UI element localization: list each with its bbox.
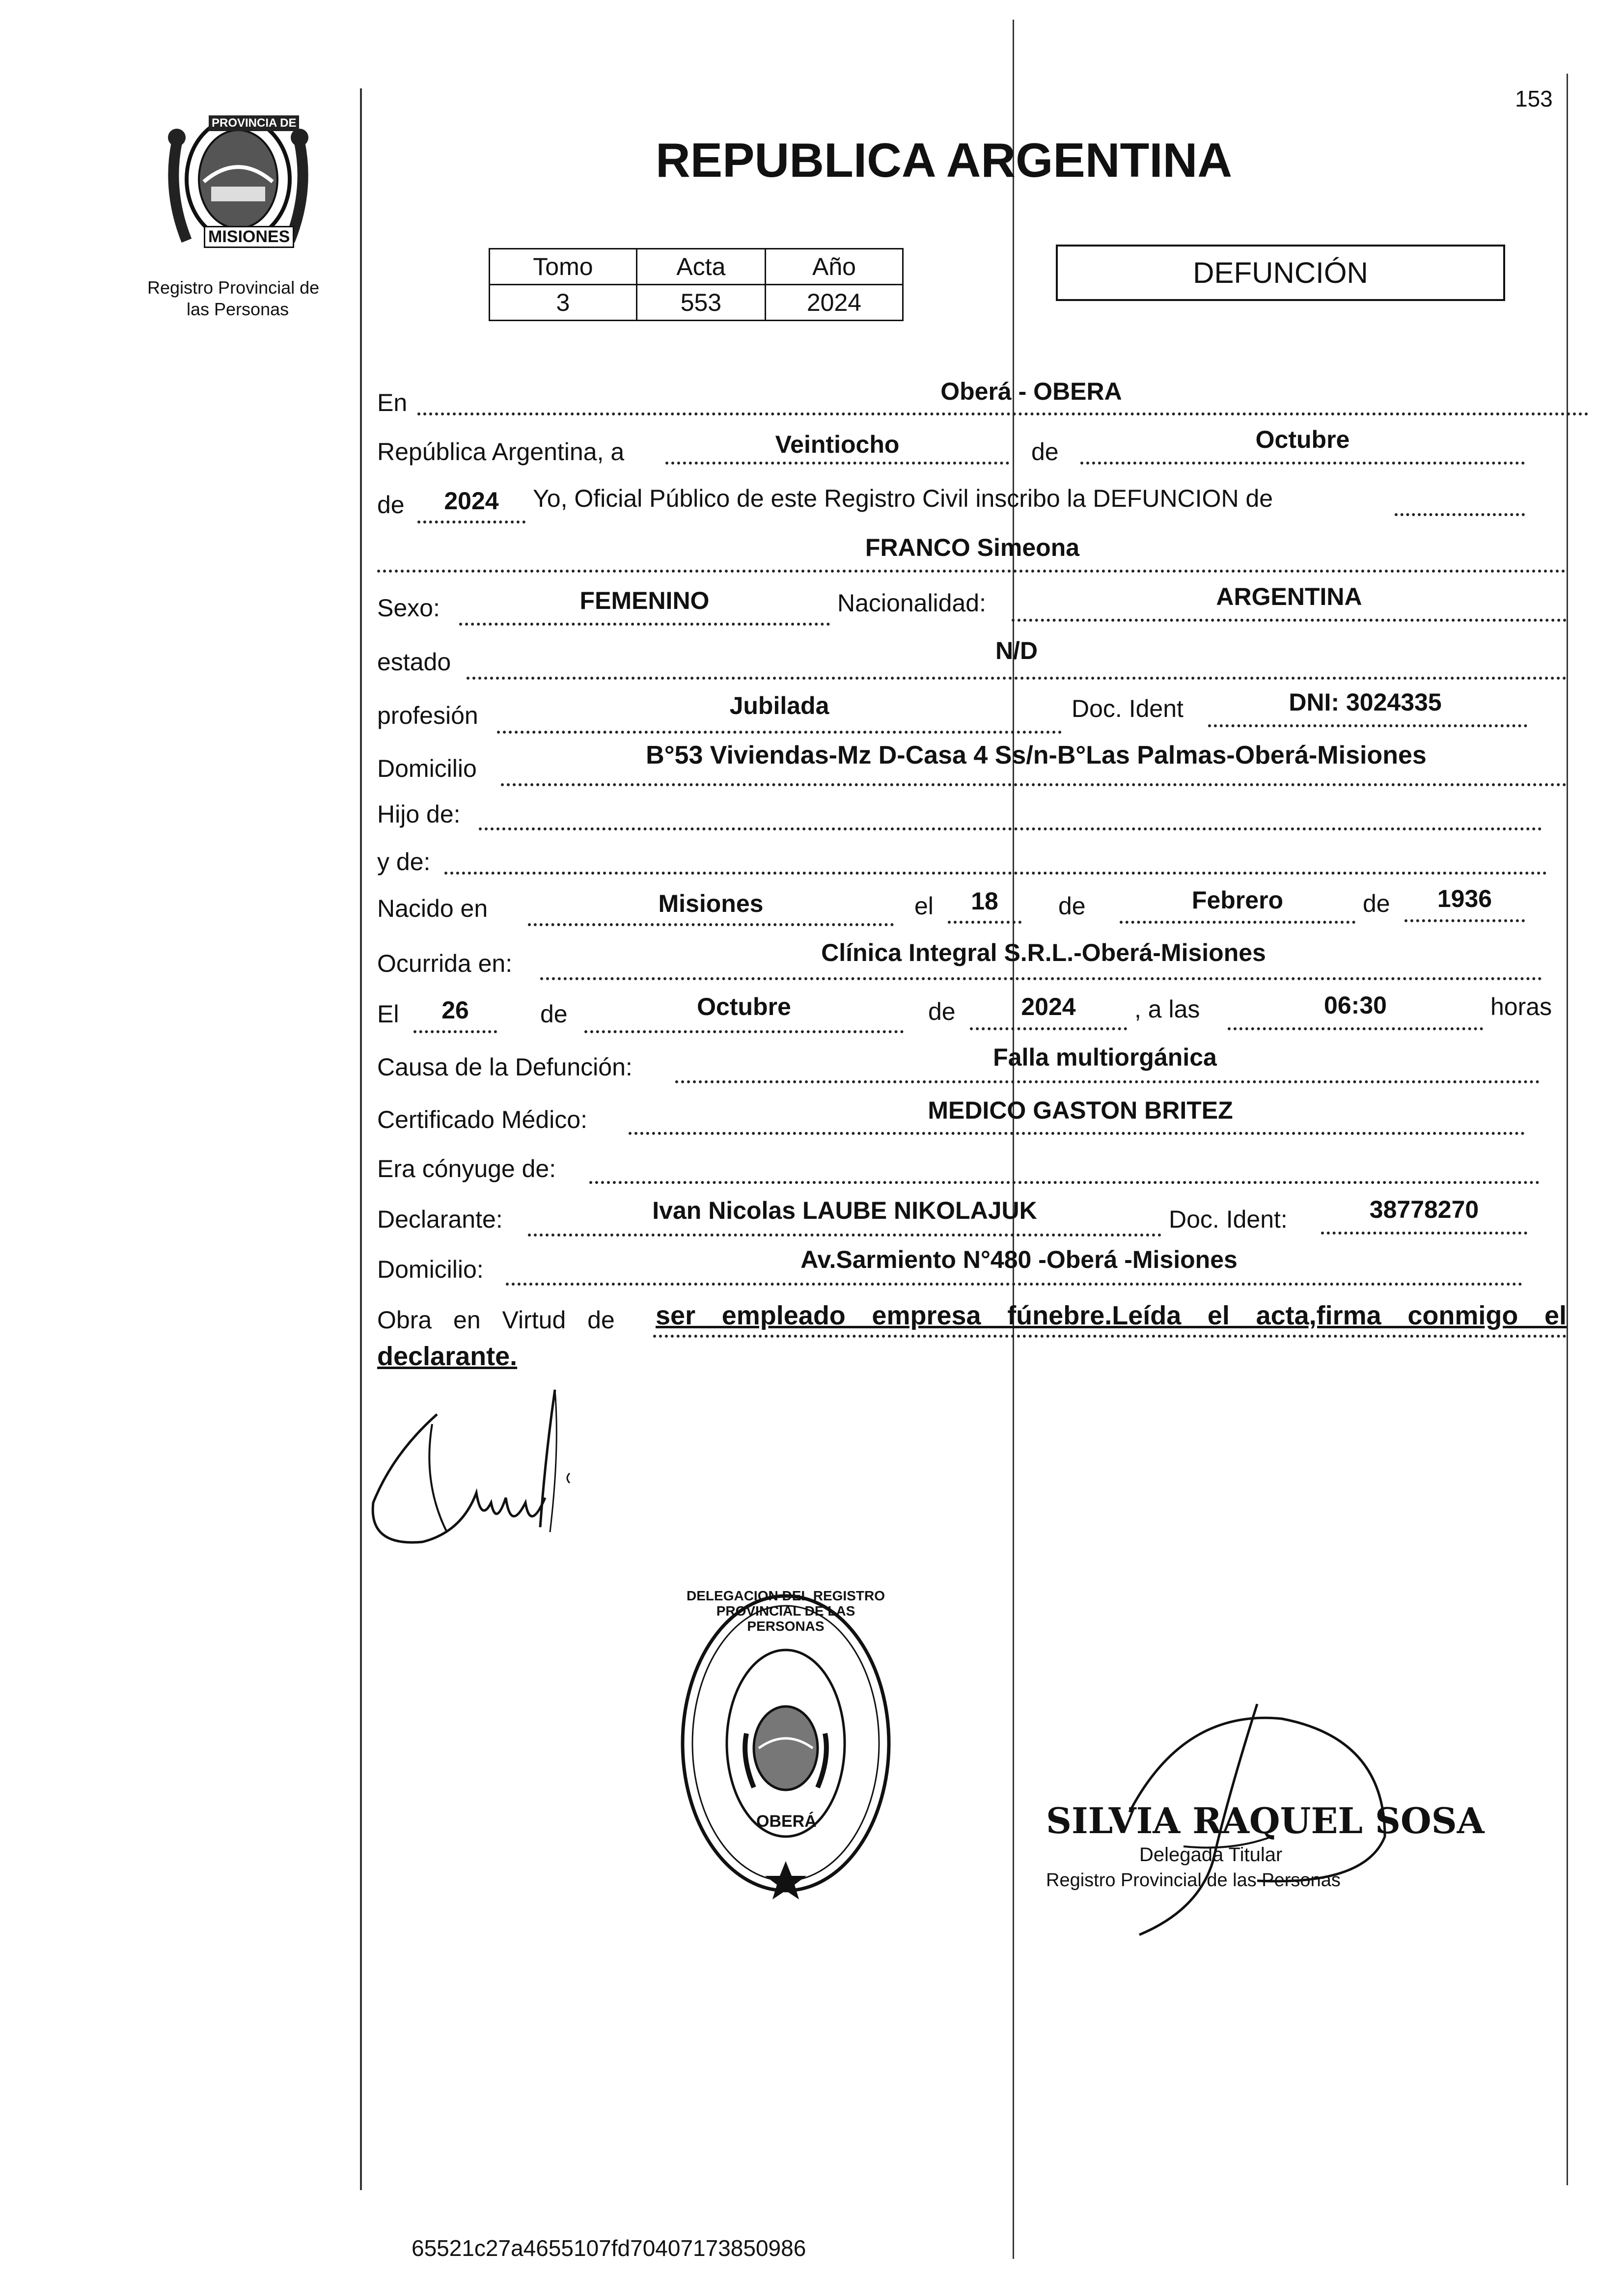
- leader-death-year: [970, 1027, 1127, 1030]
- value-obra-line1: ser empleado empresa fúnebre.Leída el acta,firma conmigo el: [656, 1301, 1567, 1330]
- leader-death-day: [413, 1030, 497, 1033]
- page-number: 153: [1515, 86, 1553, 111]
- logo-text-top: PROVINCIA DE: [209, 115, 299, 131]
- value-death-time: 06:30: [1324, 991, 1387, 1019]
- leader-certificado: [629, 1132, 1525, 1135]
- label-de-5: de: [540, 1000, 568, 1028]
- value-causa: Falla multiorgánica: [993, 1044, 1217, 1071]
- leader-year: [417, 521, 525, 523]
- leader-declarante: [528, 1234, 1161, 1236]
- leader-doc-ident: [1208, 724, 1527, 727]
- registry-value-anio: 2024: [765, 285, 903, 321]
- logo-text-bottom: MISIONES: [204, 226, 294, 248]
- label-doc-ident-2: Doc. Ident:: [1169, 1206, 1288, 1233]
- province-logo: [157, 103, 319, 260]
- value-certificado: MEDICO GASTON BRITEZ: [928, 1097, 1233, 1124]
- label-de-1: de: [1031, 438, 1059, 466]
- value-sexo: FEMENINO: [579, 587, 710, 614]
- registry-header-tomo: Tomo: [490, 249, 637, 285]
- org-name-line2: las Personas: [187, 299, 289, 319]
- label-de-3: de: [1058, 892, 1086, 920]
- label-y-de: y de:: [377, 848, 431, 876]
- declarant-signature: [363, 1385, 589, 1571]
- value-ocurrida: Clínica Integral S.R.L.-Oberá-Misiones: [821, 939, 1266, 966]
- leader-obra: [653, 1335, 1567, 1338]
- leader-sexo: [459, 623, 830, 626]
- officer-statement: Yo, Oficial Público de este Registro Civil inscribo la DEFUNCION de: [533, 485, 1273, 512]
- value-deceased-name: FRANCO Simeona: [865, 534, 1080, 561]
- label-causa: Causa de la Defunción:: [377, 1053, 633, 1081]
- leader-birth-month: [1120, 921, 1355, 924]
- label-domicilio-2: Domicilio:: [377, 1256, 484, 1283]
- value-day: Veintiocho: [775, 431, 900, 458]
- value-birth-day: 18: [971, 887, 998, 915]
- leader-conyuge: [589, 1181, 1540, 1184]
- label-de-6: de: [928, 998, 956, 1025]
- value-doc-ident: DNI: 3024335: [1289, 688, 1442, 716]
- right-margin-line: [1567, 74, 1568, 2185]
- leader-officer: [1395, 513, 1525, 516]
- leader-estado: [467, 677, 1567, 680]
- leader-hijo-de: [479, 827, 1542, 830]
- registry-table: [489, 248, 904, 321]
- value-death-day: 26: [441, 996, 469, 1024]
- center-fold-line: [1013, 20, 1014, 2259]
- official-office: Registro Provincial de las Personas: [1046, 1870, 1341, 1891]
- value-nacionalidad: ARGENTINA: [1216, 583, 1362, 610]
- value-month: Octubre: [1255, 426, 1350, 453]
- value-death-year: 2024: [1021, 993, 1076, 1020]
- leader-death-time: [1228, 1027, 1483, 1030]
- value-estado: N/D: [995, 637, 1038, 664]
- leader-ocurrida: [540, 977, 1542, 980]
- label-profesion: profesión: [377, 702, 478, 729]
- record-type-label: DEFUNCIÓN: [1193, 256, 1368, 289]
- value-declarante: Ivan Nicolas LAUBE NIKOLAJUK: [652, 1197, 1037, 1224]
- leader-profesion: [497, 731, 1062, 734]
- label-el-2: El: [377, 1000, 399, 1028]
- label-de-4: de: [1363, 890, 1390, 917]
- leader-nacionalidad: [1012, 619, 1567, 622]
- value-doc-ident-2: 38778270: [1369, 1196, 1479, 1223]
- value-birth-month: Febrero: [1191, 886, 1284, 914]
- label-declarante: Declarante:: [377, 1206, 503, 1233]
- label-hijo-de: Hijo de:: [377, 800, 461, 828]
- official-position: Delegada Titular: [1139, 1844, 1283, 1866]
- leader-birth-year: [1404, 919, 1525, 922]
- label-a-las: , a las: [1134, 995, 1200, 1023]
- leader-en: [417, 412, 1589, 415]
- leader-doc-ident-2: [1321, 1232, 1527, 1235]
- leader-month: [1080, 462, 1525, 465]
- registry-header-anio: Año: [765, 249, 903, 285]
- official-name: SILVIA RAQUEL SOSA: [1046, 1800, 1485, 1841]
- seal-city: OBERÁ: [756, 1812, 817, 1831]
- org-name-line1: Registro Provincial de: [147, 277, 320, 298]
- registry-value-acta: 553: [636, 285, 765, 321]
- registry-header-acta: Acta: [636, 249, 765, 285]
- leader-domicilio: [501, 783, 1567, 786]
- label-nacido-en: Nacido en: [377, 895, 488, 922]
- value-profesion: Jubilada: [729, 692, 829, 719]
- document-hash: 65521c27a4655107fd70407173850986: [412, 2235, 806, 2261]
- label-doc-ident: Doc. Ident: [1072, 695, 1184, 722]
- left-margin-line: [360, 88, 362, 2190]
- label-en: En: [377, 389, 408, 416]
- value-birth-year: 1936: [1437, 885, 1492, 912]
- label-nacionalidad: Nacionalidad:: [837, 589, 986, 617]
- label-conyuge: Era cónyuge de:: [377, 1155, 556, 1182]
- leader-y-de: [444, 872, 1547, 875]
- label-sexo: Sexo:: [377, 594, 440, 622]
- official-seal: [678, 1586, 894, 1900]
- value-place: Oberá - OBERA: [940, 378, 1122, 405]
- value-birthplace: Misiones: [658, 890, 764, 917]
- document-title: REPUBLICA ARGENTINA: [656, 133, 1233, 187]
- label-ocurrida-en: Ocurrida en:: [377, 950, 513, 977]
- label-certificado: Certificado Médico:: [377, 1106, 587, 1133]
- value-year: 2024: [444, 487, 499, 515]
- label-el: el: [914, 892, 934, 920]
- label-domicilio: Domicilio: [377, 755, 477, 782]
- leader-birth-day: [948, 921, 1021, 924]
- value-domicilio-2: Av.Sarmiento N°480 -Oberá -Misiones: [800, 1246, 1238, 1273]
- seal-outer-text: DELEGACION DEL REGISTRO PROVINCIAL DE LAS PERSONAS: [687, 1588, 885, 1634]
- leader-birthplace: [528, 923, 894, 926]
- label-horas: horas: [1490, 993, 1552, 1020]
- label-obra-en-virtud: Obra en Virtud de: [377, 1306, 615, 1334]
- label-de-2: de: [377, 491, 405, 519]
- leader-day: [665, 462, 1009, 465]
- record-type-box: [1056, 245, 1505, 301]
- value-domicilio: B°53 Viviendas-Mz D-Casa 4 Ss/n-B°Las Palmas-Oberá-Misiones: [646, 741, 1427, 769]
- leader-death-month: [584, 1030, 904, 1033]
- leader-domicilio-2: [506, 1283, 1522, 1286]
- leader-name: [377, 570, 1566, 573]
- registry-value-tomo: 3: [490, 285, 637, 321]
- label-republica: República Argentina, a: [377, 438, 625, 466]
- label-estado: estado: [377, 648, 451, 676]
- value-death-month: Octubre: [697, 993, 791, 1020]
- leader-causa: [675, 1080, 1540, 1083]
- value-obra-line2: declarante.: [377, 1342, 518, 1371]
